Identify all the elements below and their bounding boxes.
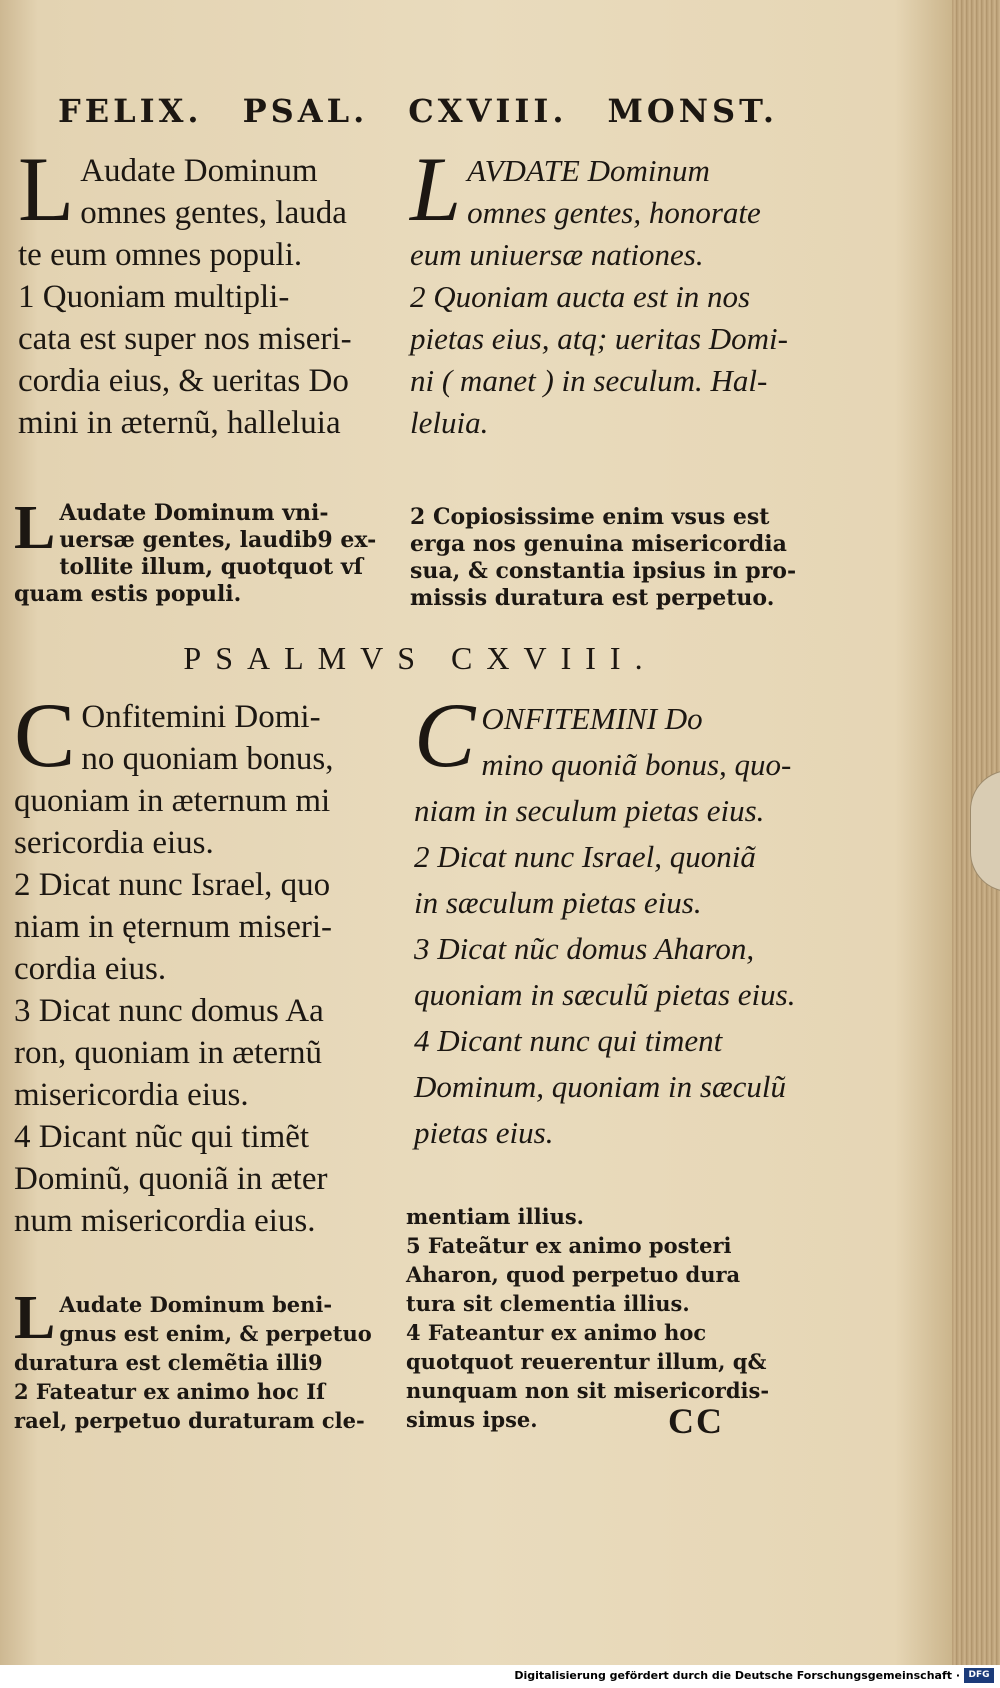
- header-right: MONST.: [607, 92, 778, 130]
- text-line: pietas eius.: [414, 1115, 554, 1150]
- text-line: simus ipse.: [406, 1407, 538, 1432]
- text-line: Audate Dominum vni-: [59, 500, 329, 526]
- text-line: 2 Quoniam aucta est in nos: [410, 279, 751, 314]
- text-line: Onfitemini Domi-: [81, 699, 321, 735]
- drop-cap: L: [410, 138, 462, 240]
- block2-right-column: [410, 504, 830, 612]
- text-line: 2 Dicat nunc Israel, quo: [14, 867, 331, 903]
- block4-right-column: [406, 1202, 826, 1434]
- header-center-right: CXVIII.: [408, 92, 568, 130]
- folio-signature: CC: [668, 1401, 724, 1441]
- footer-credit: Digitalisierung gefördert durch die Deutsche Forschungsgemeinschaft ·: [514, 1669, 960, 1682]
- text-line: no quoniam bonus,: [81, 741, 334, 777]
- text-line: ONFITEMINI Do: [481, 701, 703, 736]
- text-line: quotquot reuerentur illum, q&: [406, 1349, 767, 1374]
- text-line: Dominum, quoniam in sæculũ: [414, 1069, 786, 1104]
- text-line: mino quoniã bonus, quo-: [481, 747, 792, 782]
- text-line: leluia.: [410, 405, 489, 440]
- text-line: in sæculum pietas eius.: [414, 885, 702, 920]
- text-line: niam in seculum pietas eius.: [414, 793, 765, 828]
- text-line: Aharon, quod perpetuo dura: [406, 1262, 741, 1287]
- text-line: AVDATE Dominum: [467, 153, 710, 188]
- text-line: gnus est enim, & perpetuo: [59, 1321, 372, 1346]
- text-line: te eum omnes populi.: [18, 237, 303, 273]
- text-line: cordia eius.: [14, 951, 167, 987]
- text-line: 3 Dicat nũc domus Aharon,: [414, 931, 755, 966]
- text-line: uersæ gentes, laudib9 ex-: [59, 527, 377, 553]
- text-line: sericordia eius.: [14, 825, 214, 861]
- text-line: Audate Dominum beni-: [59, 1292, 333, 1317]
- text-line: eum uniuersæ nationes.: [410, 237, 704, 272]
- text-line: missis duratura est perpetuo.: [410, 585, 775, 611]
- text-line: omnes gentes, lauda: [80, 195, 347, 231]
- text-line: nunquam non sit misericordis-: [406, 1378, 770, 1403]
- text-line: omnes gentes, honorate: [467, 195, 761, 230]
- text-line: num misericordia eius.: [14, 1203, 316, 1239]
- text-line: 5 Fateãtur ex animo posteri: [406, 1233, 732, 1258]
- text-line: duratura est clemẽtia illi9: [14, 1350, 323, 1375]
- block3-left-column: [14, 684, 384, 1242]
- text-line: quam estis populi.: [14, 581, 242, 607]
- text-line: 2 Dicat nunc Israel, quoniã: [414, 839, 756, 874]
- text-line: 4 Dicant nunc qui timent: [414, 1023, 723, 1058]
- running-header: [58, 92, 778, 130]
- text-line: 4 Fateantur ex animo hoc: [406, 1320, 707, 1345]
- text-line: misericordia eius.: [14, 1077, 249, 1113]
- dfg-logo: DFG: [964, 1668, 994, 1683]
- text-line: Dominũ, quoniã in æter: [14, 1161, 328, 1197]
- drop-cap: C: [414, 684, 476, 786]
- text-line: 1 Quoniam multipli-: [18, 279, 290, 315]
- text-line: 2 Copiosissime enim vsus est: [410, 504, 770, 530]
- text-line: mini in æternũ, halleluia: [18, 405, 341, 441]
- text-line: ron, quoniam in æternũ: [14, 1035, 322, 1071]
- block3-right-column: [414, 684, 834, 1156]
- text-line: rael, perpetuo duraturam cle-: [14, 1408, 365, 1433]
- header-center-left: PSAL.: [242, 92, 369, 130]
- block2-left-column: [14, 494, 404, 608]
- block1-right-column: [410, 138, 820, 444]
- text-line: niam in ęternum miseri-: [14, 909, 332, 945]
- text-line: quoniam in sæculũ pietas eius.: [414, 977, 796, 1012]
- text-line: cordia eius, & ueritas Do: [18, 363, 349, 399]
- drop-cap: C: [14, 684, 76, 786]
- block1-left-column: [18, 138, 378, 444]
- header-left: FELIX.: [58, 92, 203, 130]
- block4-left-column: [14, 1284, 404, 1435]
- text-line: 3 Dicat nunc domus Aa: [14, 993, 324, 1029]
- drop-cap: L: [18, 138, 75, 240]
- text-line: 2 Fateatur ex animo hoc Iſ: [14, 1379, 326, 1404]
- text-line: ni ( manet ) in seculum. Hal-: [410, 363, 768, 398]
- text-line: pietas eius, atq; ueritas Domi-: [410, 321, 788, 356]
- text-line: Audate Dominum: [80, 153, 318, 189]
- text-line: tollite illum, quotquot vſ: [59, 554, 364, 580]
- text-line: cata est super nos miseri-: [18, 321, 352, 357]
- footer-bar: [0, 1665, 1000, 1688]
- text-line: mentiam illius.: [406, 1204, 584, 1229]
- text-line: 4 Dicant nũc qui timẽt: [14, 1119, 310, 1155]
- drop-cap: L: [14, 494, 56, 562]
- text-line: quoniam in æternum mi: [14, 783, 331, 819]
- drop-cap: L: [14, 1284, 56, 1352]
- text-line: erga nos genuina misericordia: [410, 531, 787, 557]
- text-line: sua, & constantia ipsius in pro-: [410, 558, 797, 584]
- text-line: tura sit clementia illius.: [406, 1291, 690, 1316]
- psalm-title: PSALMVS CXVIII.: [183, 640, 657, 676]
